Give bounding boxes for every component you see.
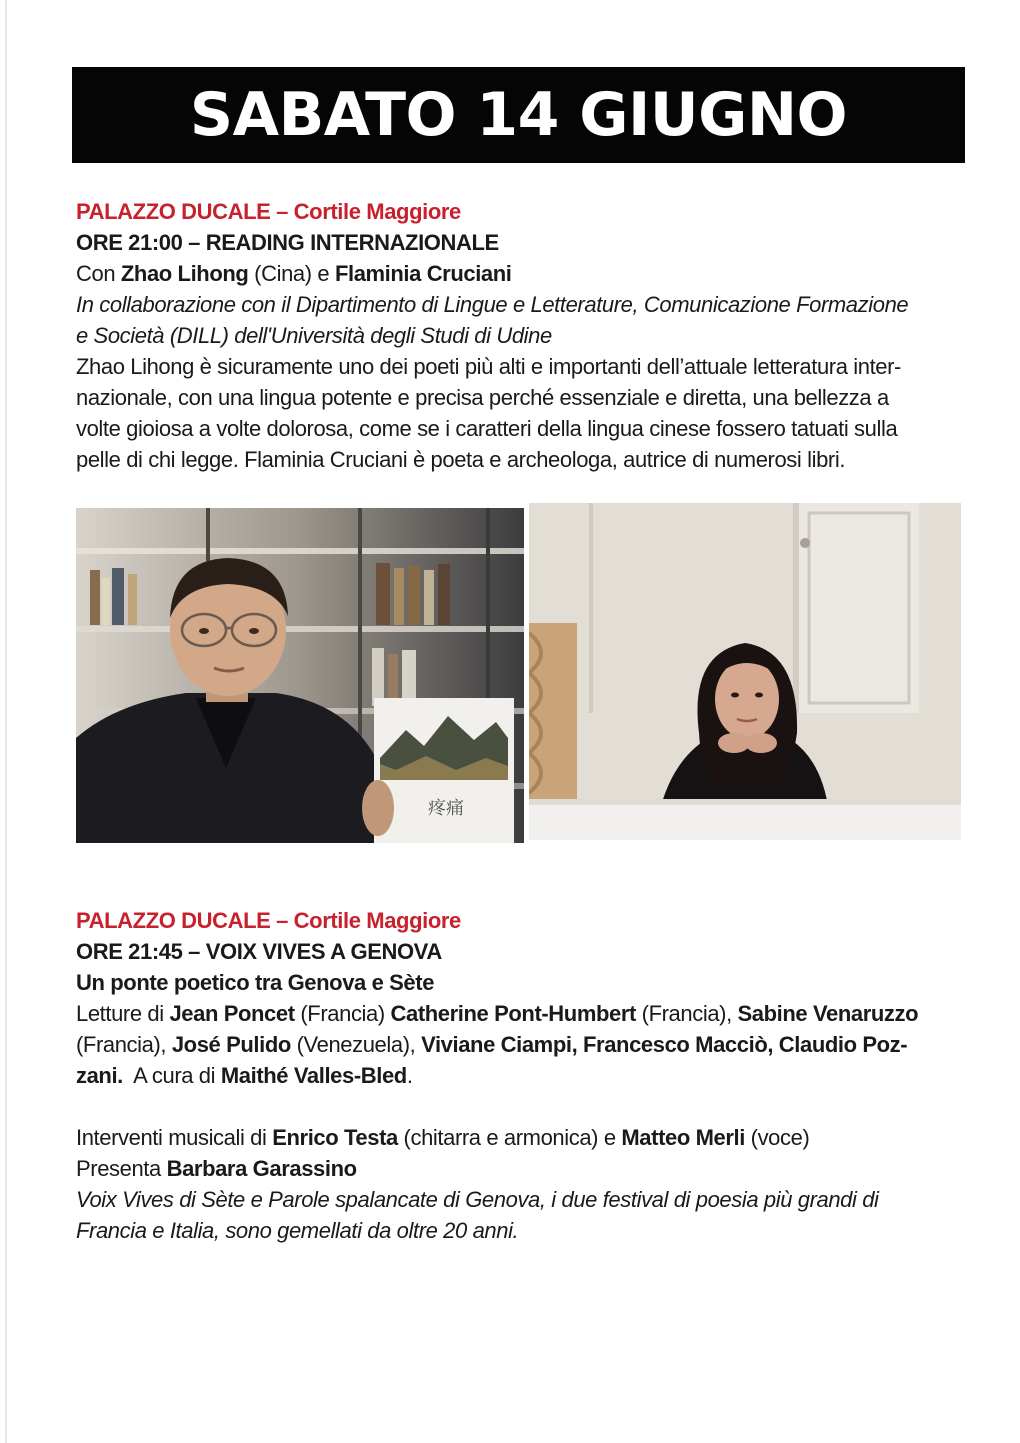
reader-sabine-venaruzzo: Sabine Venaruzzo <box>737 1001 919 1026</box>
event-1 <box>76 196 966 475</box>
reader-jose-pulido: José Pulido <box>171 1032 291 1057</box>
photo-zhao-lihong <box>76 508 524 843</box>
book-title: 疼痛 <box>428 798 464 819</box>
event-1-desc-line-1: Zhao Lihong è sicuramente uno dei poeti più alti e importanti dell’attuale letteratura inter- <box>76 354 901 379</box>
musician-matteo-merli: Matteo Merli <box>621 1125 745 1150</box>
reader-catherine-pont-humbert: Catherine Pont-Humbert <box>390 1001 636 1026</box>
event-1-time: ORE 21:00 – READING INTERNAZIONALE <box>76 230 499 255</box>
photo-flaminia-cruciani <box>529 503 961 840</box>
photo-flaminia-cruciani-illustration <box>529 503 961 840</box>
event-2-twin-line-2: Francia e Italia, sono gemellati da oltre 20 anni. <box>76 1218 519 1243</box>
event-2-music: Interventi musicali di Enrico Testa (chitarra e armonica) e Matteo Merli (voce) <box>76 1125 810 1150</box>
event-2-host: Presenta Barbara Garassino <box>76 1156 357 1181</box>
page-left-rule <box>5 0 7 1443</box>
event-2 <box>76 905 966 1246</box>
curator: Maithé Valles-Bled <box>220 1063 407 1088</box>
reader-jean-poncet: Jean Poncet <box>169 1001 295 1026</box>
event-1-collab-line-2: e Società (DILL) dell'Università degli Studi di Udine <box>76 323 552 348</box>
event-1-desc-line-3: volte gioiosa a volte dolorosa, come se i caratteri della lingua cinese fossero tatuati sulla <box>76 416 898 441</box>
page-title: SABATO 14 GIUGNO <box>189 80 848 150</box>
event-2-twin-line-1: Voix Vives di Sète e Parole spalancate di Genova, i due festival di poesia più grandi di <box>76 1187 879 1212</box>
event-2-venue: PALAZZO DUCALE – Cortile Maggiore <box>76 908 461 933</box>
poet-zhao-lihong: Zhao Lihong <box>120 261 249 286</box>
readers-group: Viviane Ciampi, Francesco Macciò, Claudio Poz- <box>421 1032 908 1057</box>
date-banner <box>72 67 965 163</box>
event-2-subtitle: Un ponte poetico tra Genova e Sète <box>76 970 435 995</box>
musician-enrico-testa: Enrico Testa <box>272 1125 398 1150</box>
poet-flaminia-cruciani: Flaminia Cruciani <box>334 261 512 286</box>
event-1-poets: Con Zhao Lihong (Cina) e Flaminia Cruciani <box>76 261 512 286</box>
event-2-readers-line-1: Letture di Jean Poncet (Francia) Catherine Pont-Humbert (Francia), Sabine Venaruzzo <box>76 1001 919 1026</box>
event-2-readers-line-2: (Francia), José Pulido (Venezuela), Viviane Ciampi, Francesco Macciò, Claudio Poz- <box>76 1032 908 1057</box>
event-1-venue: PALAZZO DUCALE – Cortile Maggiore <box>76 199 461 224</box>
event-1-collab-line-1: In collaborazione con il Dipartimento di Lingue e Letterature, Comunicazione Formazione <box>76 292 909 317</box>
event-1-desc-line-2: nazionale, con una lingua potente e precisa perché essenziale e diretta, una bellezza a <box>76 385 889 410</box>
photo-zhao-lihong-illustration <box>76 508 524 843</box>
event-2-readers-line-3: zani. A cura di Maithé Valles-Bled. <box>76 1063 413 1088</box>
event-2-time: ORE 21:45 – VOIX VIVES A GENOVA <box>76 939 442 964</box>
host-barbara-garassino: Barbara Garassino <box>166 1156 357 1181</box>
event-1-desc-line-4: pelle di chi legge. Flaminia Cruciani è poeta e archeologa, autrice di numerosi libri. <box>76 447 846 472</box>
